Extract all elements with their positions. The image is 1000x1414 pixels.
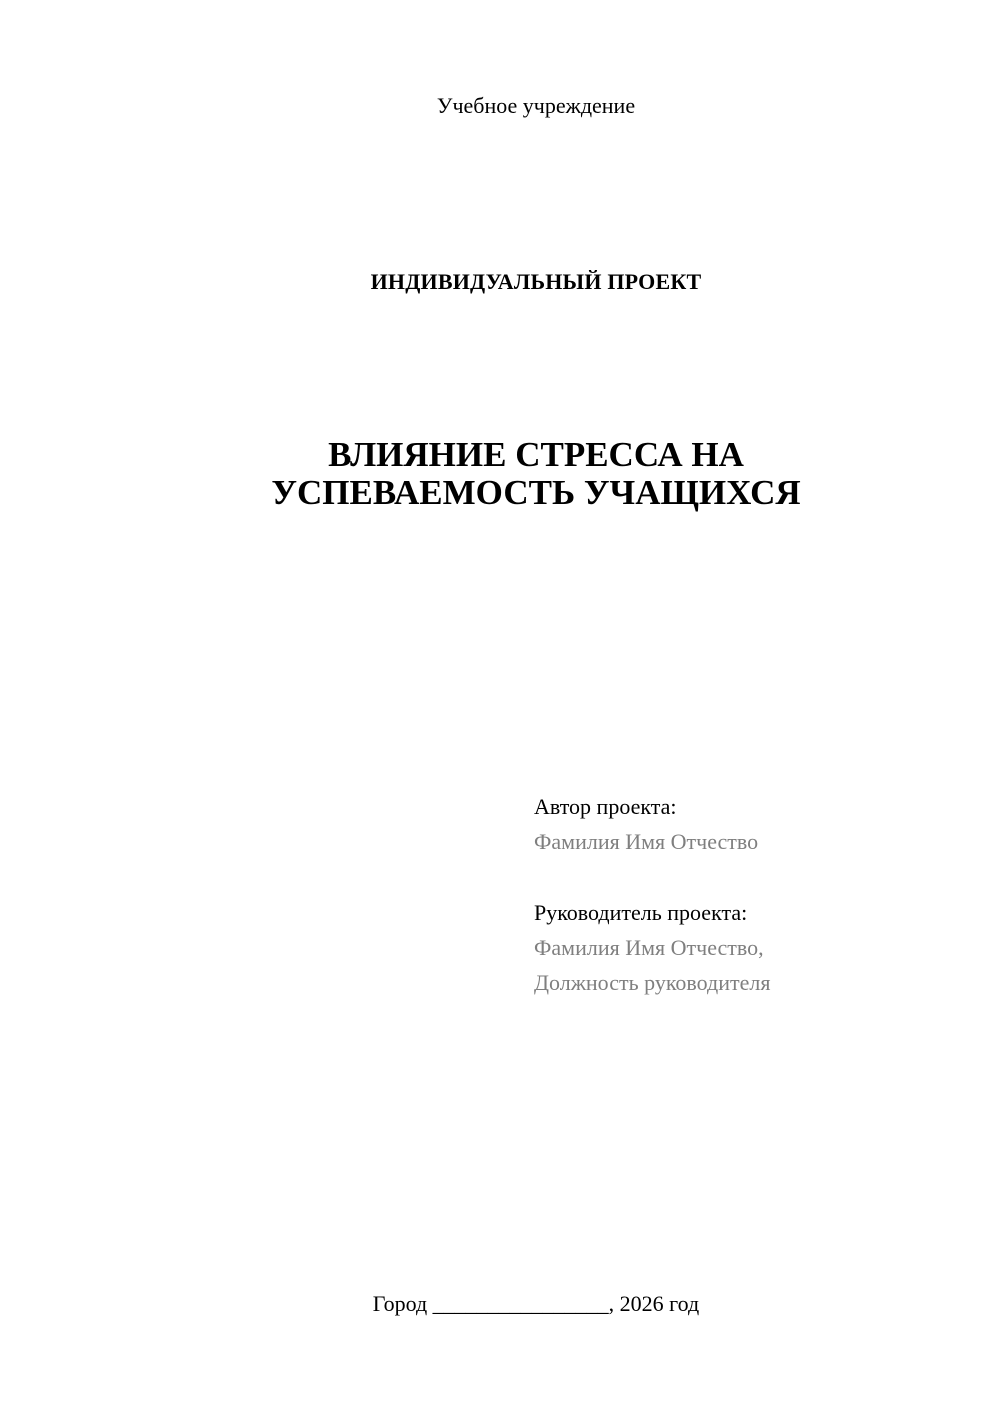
city-year-line: Город ________________, 2026 год [372,1291,700,1316]
supervisor-name: Фамилия Имя Отчество, [534,935,764,960]
info-spacer [534,859,974,895]
author-label: Автор проекта: [534,794,677,819]
author-name: Фамилия Имя Отчество [534,829,759,854]
document-type: ИНДИВИДУАЛЬНЫЙ ПРОЕКТ [370,269,702,294]
supervisor-position: Должность руководителя [534,970,771,995]
project-title-line-1: ВЛИЯНИЕ СТРЕССА НА [328,435,744,474]
project-info-block [534,789,974,1000]
supervisor-label: Руководитель проекта: [534,900,748,925]
project-title [0,436,1000,512]
institution-name: Учебное учреждение [436,93,636,118]
project-title-line-2: УСПЕВАЕМОСТЬ УЧАЩИХСЯ [271,473,801,512]
